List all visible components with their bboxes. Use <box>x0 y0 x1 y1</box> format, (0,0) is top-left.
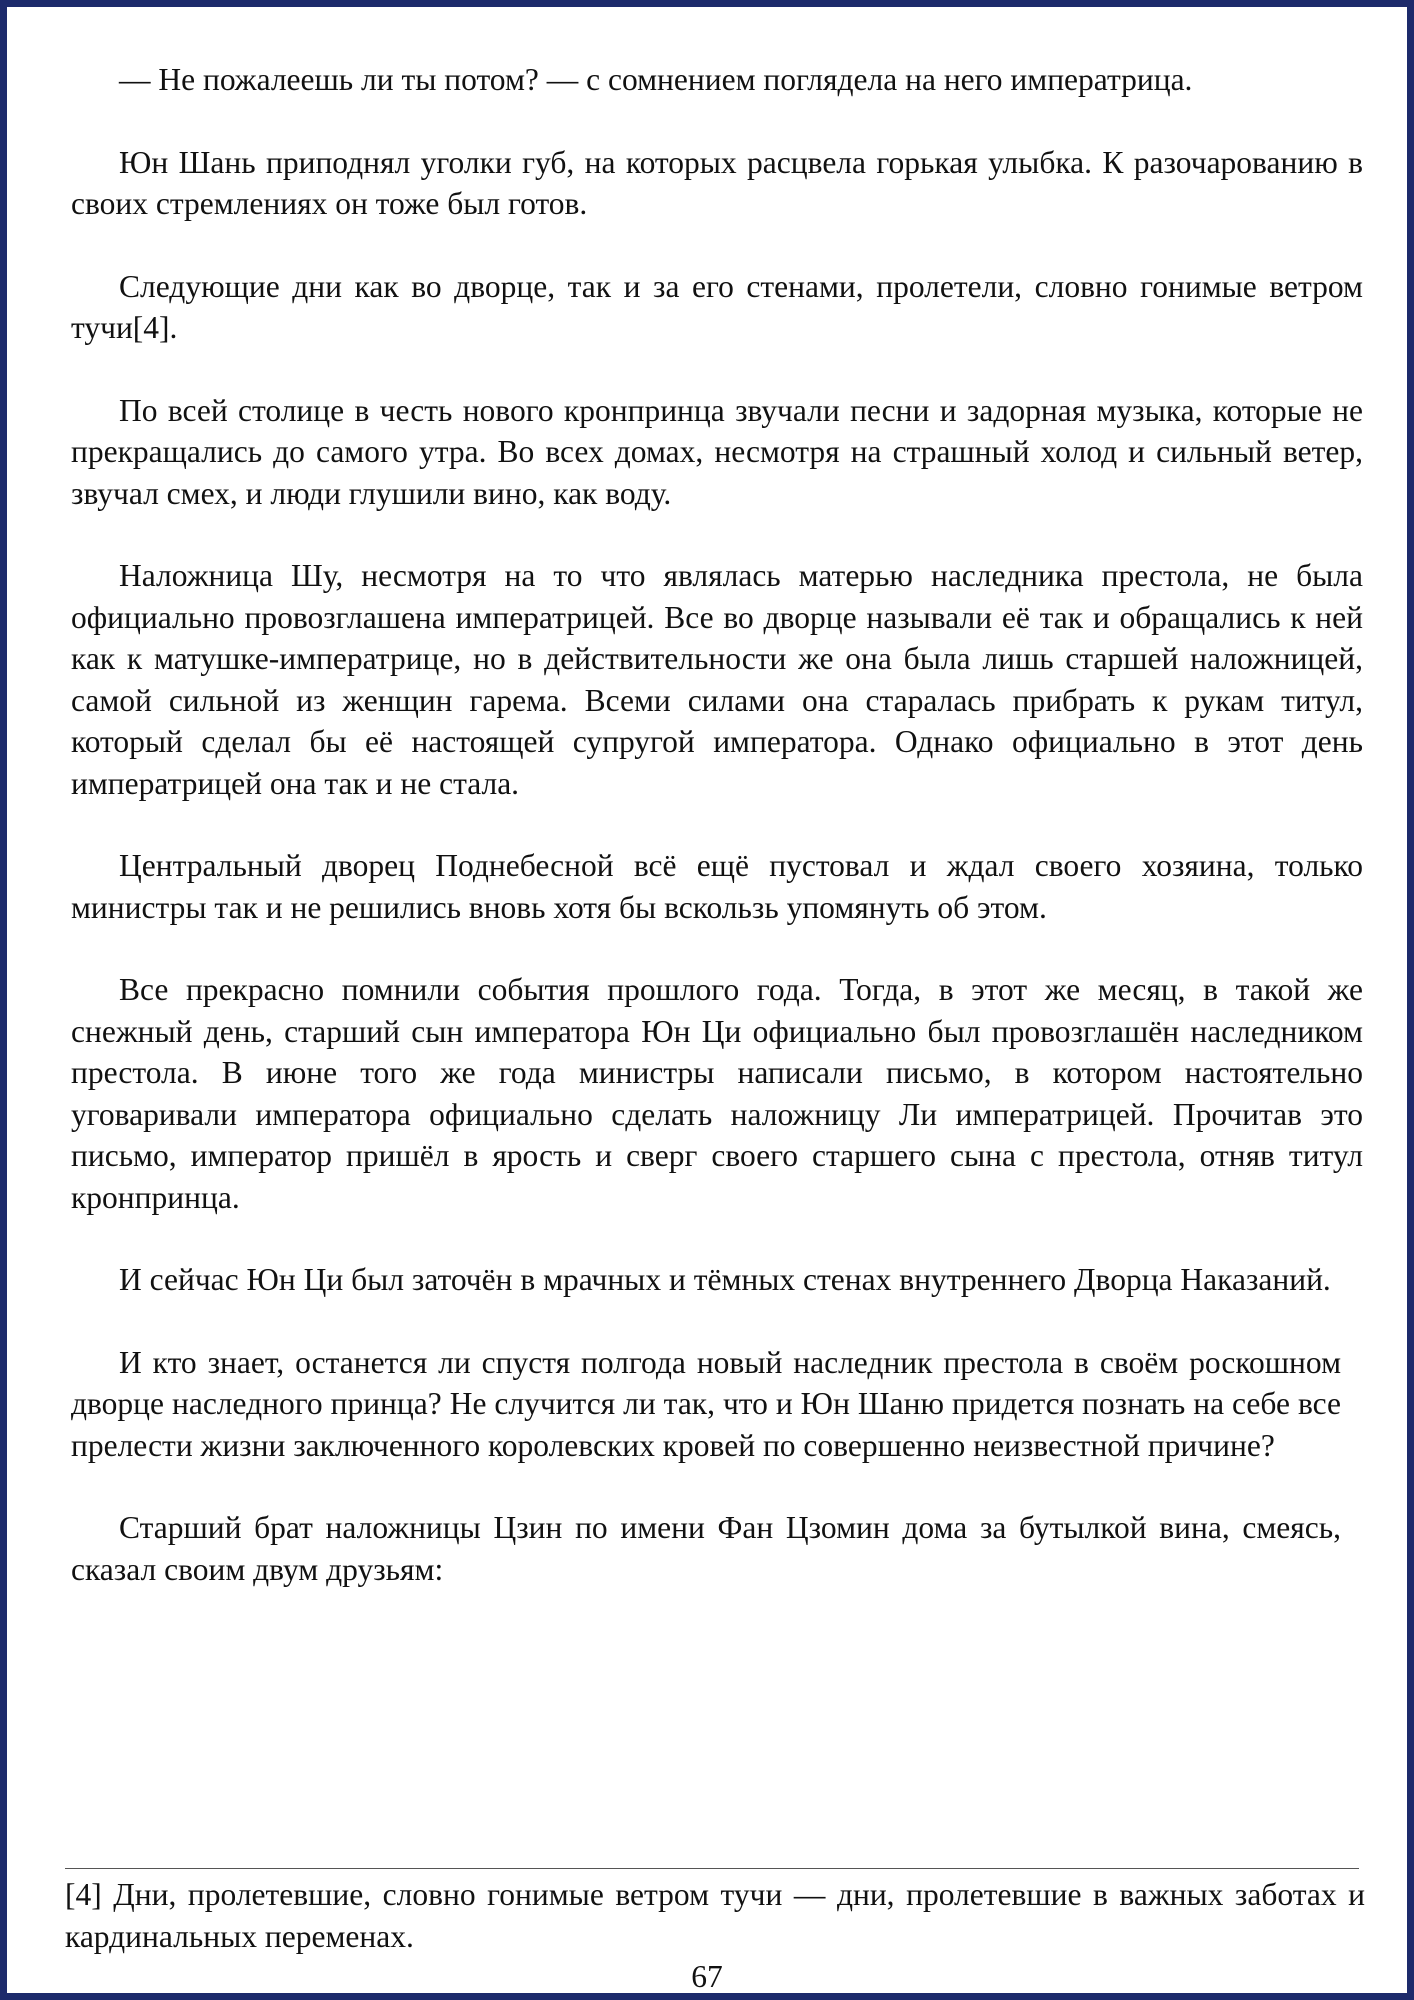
footnote: [4] Дни, пролетевшие, словно гонимые ветром тучи — дни, пролетевшие в важных заботах и кардинальных переменах. <box>65 1877 1365 1954</box>
paragraph-7: Все прекрасно помнили события прошлого года. Тогда, в этот же месяц, в такой же снежный день, старший сын императора Юн Ци официально был провозглашён наследником престола. В июне того же года министры написали письмо, в котором настоятельно уговаривали императора официально сделать наложницу Ли императрицей. Прочитав это письмо, император пришёл в ярость и сверг своего старшего сына с престола, отняв титул кронпринца. <box>71 972 1363 1215</box>
paragraph-6: Центральный дворец Поднебесной всё ещё пустовал и ждал своего хозяина, только министры так и не решились вновь хотя бы вскользь упомянуть об этом. <box>71 848 1363 925</box>
main-text <box>71 59 1363 1631</box>
paragraph-4: По всей столице в честь нового кронпринца звучали песни и задорная музыка, которые не прекращались до самого утра. Во всех домах, несмотря на страшный холод и сильный ветер, звучал смех, и люди глушили вино, как воду. <box>71 392 1363 511</box>
paragraph-2: Юн Шань приподнял уголки губ, на которых расцвела горькая улыбка. К разочарованию в своих стремлениях он тоже был готов. <box>71 144 1363 221</box>
page-number: 67 <box>691 1959 723 1994</box>
paragraph-3: Следующие дни как во дворце, так и за его стенами, пролетели, словно гонимые ветром тучи[4]. <box>71 268 1363 345</box>
footnote-divider <box>65 1868 1359 1869</box>
paragraph-9: И кто знает, останется ли спустя полгода новый наследник престола в своём роскошном дворце наследного принца? Не случится ли так, что и Юн Шаню придется познать на себе все прелести жизни заключенного королевских кровей по совершенно неизвестной причине? <box>71 1344 1341 1463</box>
paragraph-1: — Не пожалеешь ли ты потом? — с сомнением поглядела на него императрица. <box>119 62 1193 97</box>
paragraph-8: И сейчас Юн Ци был заточён в мрачных и тёмных стенах внутреннего Дворца Наказаний. <box>119 1262 1331 1297</box>
paragraph-5: Наложница Шу, несмотря на то что являлась матерью наследника престола, не была официально провозглашена императрицей. Все во дворце называли её так и обращались к ней как к матушке-императрице, но в действительности же она была лишь старшей наложницей, самой сильной из женщин гарема. Всеми силами она старалась прибрать к рукам титул, который сделал бы её настоящей супругой императора. Однако официально в этот день императрицей она так и не стала. <box>71 558 1363 801</box>
paragraph-10: Старший брат наложницы Цзин по имени Фан Цзомин дома за бутылкой вина, смеясь, сказал своим двум друзьям: <box>71 1510 1341 1587</box>
